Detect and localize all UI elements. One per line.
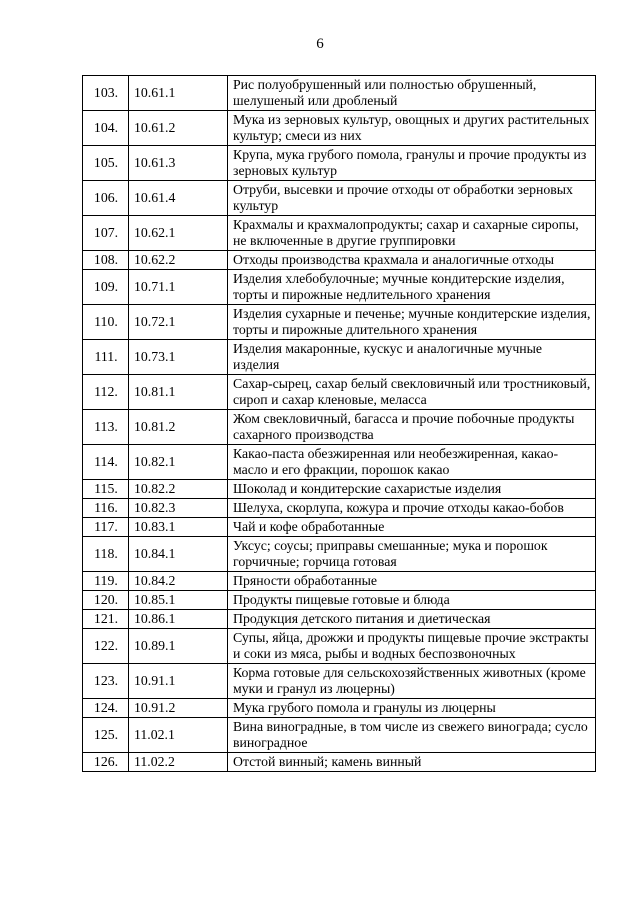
product-description: Корма готовые для сельскохозяйственных животных (кроме муки и гранул из люцерны): [228, 664, 596, 699]
row-number: 120.: [83, 591, 129, 610]
okpd-code: 10.81.2: [129, 410, 228, 445]
okpd-code: 10.62.2: [129, 251, 228, 270]
row-number: 112.: [83, 375, 129, 410]
table-row: [83, 270, 596, 305]
product-description: Крупа, мука грубого помола, гранулы и прочие продукты из зерновых культур: [228, 146, 596, 181]
product-description: Рис полуобрушенный или полностью обрушенный, шелушеный или дробленый: [228, 76, 596, 111]
product-description: Мука грубого помола и гранулы из люцерны: [228, 699, 596, 718]
product-description: Крахмалы и крахмалопродукты; сахар и сахарные сиропы, не включенные в другие группировки: [228, 216, 596, 251]
row-number: 126.: [83, 753, 129, 772]
row-number: 109.: [83, 270, 129, 305]
row-number: 110.: [83, 305, 129, 340]
row-number: 119.: [83, 572, 129, 591]
okpd-code: 11.02.1: [129, 718, 228, 753]
product-description: Сахар-сырец, сахар белый свекловичный или тростниковый, сироп и сахар кленовые, меласса: [228, 375, 596, 410]
product-description: Изделия макаронные, кускус и аналогичные мучные изделия: [228, 340, 596, 375]
okpd-code: 10.62.1: [129, 216, 228, 251]
product-description: Вина виноградные, в том числе из свежего винограда; сусло виноградное: [228, 718, 596, 753]
okpd-code: 10.82.1: [129, 445, 228, 480]
row-number: 108.: [83, 251, 129, 270]
table-row: [83, 629, 596, 664]
okpd-code: 10.61.3: [129, 146, 228, 181]
okpd-code: 10.84.2: [129, 572, 228, 591]
product-description: Шоколад и кондитерские сахаристые изделия: [228, 480, 596, 499]
product-description: Пряности обработанные: [228, 572, 596, 591]
okpd-code: 10.73.1: [129, 340, 228, 375]
row-number: 106.: [83, 181, 129, 216]
table-row: [83, 305, 596, 340]
row-number: 117.: [83, 518, 129, 537]
row-number: 121.: [83, 610, 129, 629]
row-number: 103.: [83, 76, 129, 111]
okpd-code: 10.72.1: [129, 305, 228, 340]
okpd-code: 10.86.1: [129, 610, 228, 629]
table-row: [83, 340, 596, 375]
table-row: [83, 718, 596, 753]
table-row: [83, 410, 596, 445]
okpd-code: 10.71.1: [129, 270, 228, 305]
row-number: 105.: [83, 146, 129, 181]
okpd-code: 10.82.3: [129, 499, 228, 518]
table-row: [83, 664, 596, 699]
table-row: [83, 499, 596, 518]
row-number: 114.: [83, 445, 129, 480]
row-number: 125.: [83, 718, 129, 753]
table-row: [83, 591, 596, 610]
product-description: Какао-паста обезжиренная или необезжиренная, какао-масло и его фракции, порошок какао: [228, 445, 596, 480]
product-description: Мука из зерновых культур, овощных и других растительных культур; смеси из них: [228, 111, 596, 146]
okpd-code: 10.84.1: [129, 537, 228, 572]
product-description: Отстой винный; камень винный: [228, 753, 596, 772]
row-number: 113.: [83, 410, 129, 445]
row-number: 111.: [83, 340, 129, 375]
table-row: [83, 610, 596, 629]
table-row: [83, 251, 596, 270]
product-description: Продукция детского питания и диетическая: [228, 610, 596, 629]
table-row: [83, 445, 596, 480]
row-number: 124.: [83, 699, 129, 718]
okpd-code: 10.61.4: [129, 181, 228, 216]
product-description: Отруби, высевки и прочие отходы от обработки зерновых культур: [228, 181, 596, 216]
row-number: 104.: [83, 111, 129, 146]
product-description: Уксус; соусы; приправы смешанные; мука и порошок горчичные; горчица готовая: [228, 537, 596, 572]
row-number: 122.: [83, 629, 129, 664]
table-row: [83, 111, 596, 146]
table-row: [83, 216, 596, 251]
okpd-code: 10.89.1: [129, 629, 228, 664]
table-row: [83, 76, 596, 111]
product-description: Изделия сухарные и печенье; мучные кондитерские изделия, торты и пирожные длительного хранения: [228, 305, 596, 340]
table-row: [83, 699, 596, 718]
okpd-code: 10.91.1: [129, 664, 228, 699]
product-description: Жом свекловичный, багасса и прочие побочные продукты сахарного производства: [228, 410, 596, 445]
row-number: 115.: [83, 480, 129, 499]
product-description: Отходы производства крахмала и аналогичные отходы: [228, 251, 596, 270]
table-row: [83, 375, 596, 410]
classifier-table: [82, 75, 596, 772]
okpd-code: 10.83.1: [129, 518, 228, 537]
row-number: 123.: [83, 664, 129, 699]
okpd-code: 10.85.1: [129, 591, 228, 610]
table-row: [83, 181, 596, 216]
okpd-code: 10.81.1: [129, 375, 228, 410]
product-description: Супы, яйца, дрожжи и продукты пищевые прочие экстракты и соки из мяса, рыбы и водных беспозвоночных: [228, 629, 596, 664]
product-description: Чай и кофе обработанные: [228, 518, 596, 537]
okpd-code: 10.82.2: [129, 480, 228, 499]
okpd-code: 11.02.2: [129, 753, 228, 772]
row-number: 107.: [83, 216, 129, 251]
okpd-code: 10.61.2: [129, 111, 228, 146]
table-row: [83, 480, 596, 499]
row-number: 116.: [83, 499, 129, 518]
table-row: [83, 146, 596, 181]
table-body: [83, 76, 596, 772]
product-description: Шелуха, скорлупа, кожура и прочие отходы какао-бобов: [228, 499, 596, 518]
table-row: [83, 537, 596, 572]
table-row: [83, 753, 596, 772]
row-number: 118.: [83, 537, 129, 572]
product-description: Продукты пищевые готовые и блюда: [228, 591, 596, 610]
table-row: [83, 572, 596, 591]
page-number: 6: [316, 36, 324, 52]
product-description: Изделия хлебобулочные; мучные кондитерские изделия, торты и пирожные недлительного хранения: [228, 270, 596, 305]
okpd-code: 10.91.2: [129, 699, 228, 718]
okpd-code: 10.61.1: [129, 76, 228, 111]
table-row: [83, 518, 596, 537]
